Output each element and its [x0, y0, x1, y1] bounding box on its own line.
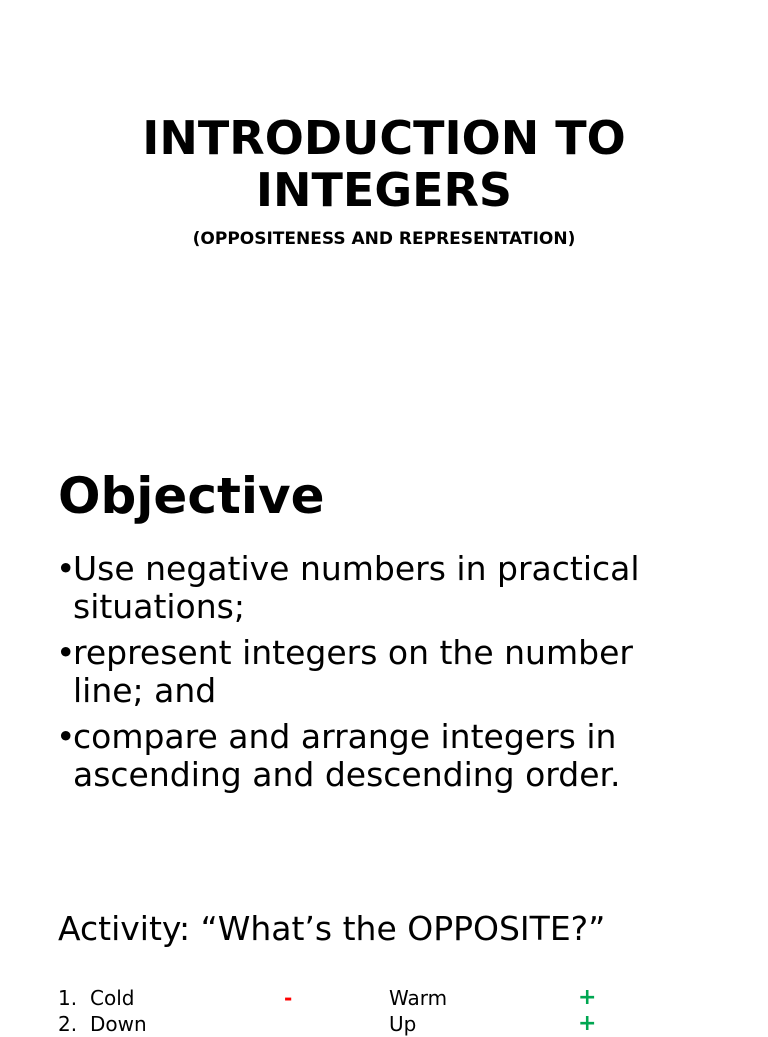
objective-item-2-line-1: represent integers on the number	[73, 633, 633, 672]
objective-item-1-line-1: Use negative numbers in practical	[73, 549, 640, 588]
row-number: 1.	[58, 986, 78, 1010]
objective-item-3-line-1: compare and arrange integers in	[73, 717, 617, 756]
objective-item-2	[56, 634, 736, 710]
title-line-1: INTRODUCTION TO	[142, 111, 626, 165]
title-line-2: INTEGERS	[255, 163, 513, 217]
objective-list	[56, 550, 736, 802]
row-word: Down	[90, 1012, 147, 1036]
row-opposite-word: Warm	[389, 986, 448, 1010]
bullet-glyph: •	[56, 549, 76, 588]
positive-sign: +	[578, 1011, 597, 1036]
objective-item-3-line-2: ascending and descending order.	[73, 755, 621, 794]
row-opposite-word: Up	[389, 1012, 417, 1036]
objective-item-1-line-2: situations;	[73, 587, 245, 626]
row-word: Cold	[90, 986, 135, 1010]
objective-item-2-line-2: line; and	[73, 671, 217, 710]
page-title	[0, 112, 768, 216]
objective-item-3	[56, 718, 736, 794]
bullet-glyph: •	[56, 717, 76, 756]
bullet-glyph: •	[56, 633, 76, 672]
page-subtitle: (OPPOSITENESS AND REPRESENTATION)	[192, 229, 576, 249]
objective-heading: Objective	[58, 467, 325, 525]
row-number: 2.	[58, 1012, 78, 1036]
activity-row-2	[0, 1011, 768, 1037]
activity-row-1	[0, 985, 768, 1011]
objective-item-1	[56, 550, 736, 626]
positive-sign: +	[578, 985, 597, 1010]
activity-heading: Activity: “What’s the OPPOSITE?”	[58, 909, 606, 948]
negative-sign: -	[284, 986, 293, 1010]
